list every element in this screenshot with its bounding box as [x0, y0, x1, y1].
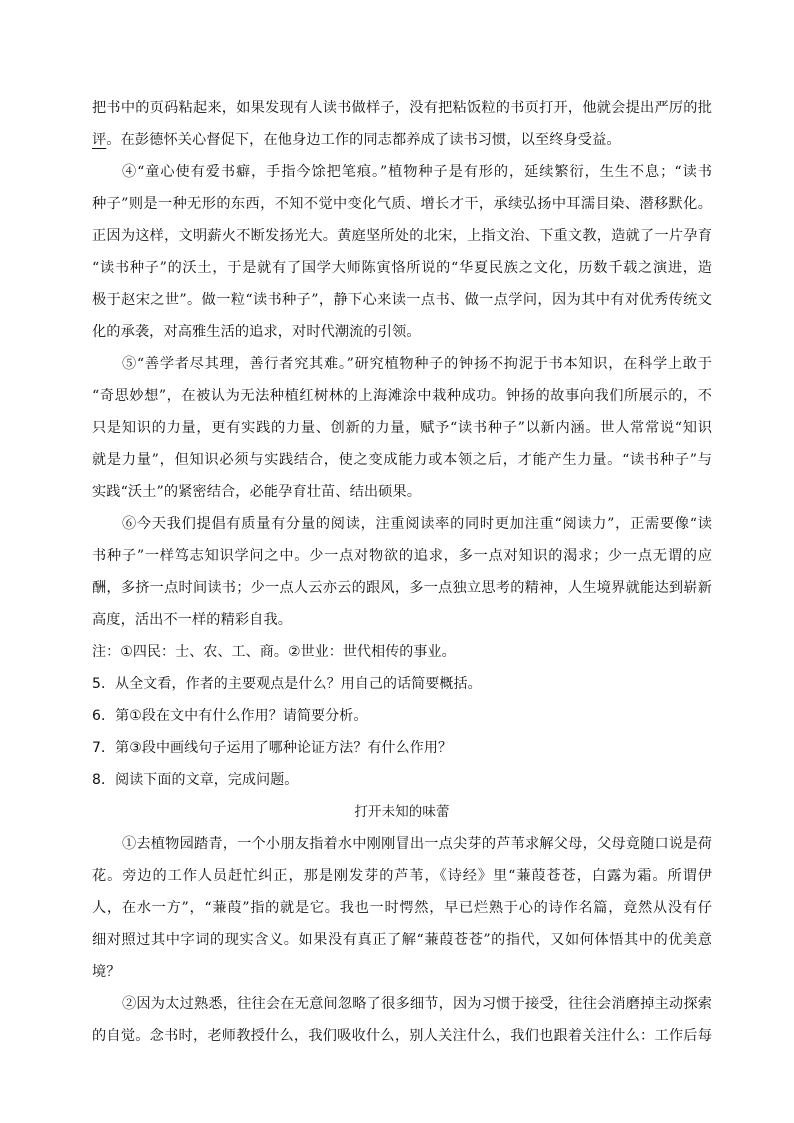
text-line: ⑤“善学者尽其理，善行者究其难。”研究植物种子的钟扬不拘泥于书本知识，在科学上敢于	[122, 356, 712, 372]
text-line: 就是力量”，但知识必须与实践结合，使之变成能力或本领之后，才能产生力量。“读书种子”与	[92, 452, 712, 468]
text-line: 高度，活出不一样的精彩自我。	[92, 612, 293, 628]
text-segment: 。在彭德怀关心督促下，在他身边工作的同志都养成了读书习惯，以至终身受益。	[106, 132, 621, 148]
text-line: “奇思妙想”，在被认为无法种植红树林的上海滩涂中栽种成功。钟扬的故事向我们所展示的，不	[92, 388, 712, 404]
text-line: ④“童心使有爱书癖，手指今馀把笔痕。”植物种子是有形的，延续繁衍，生生不息；“读书	[122, 164, 712, 180]
text-line: “读书种子”的沃土，于是就有了国学大师陈寅恪所说的“华夏民族之文化，历数千载之演进，造	[92, 260, 712, 276]
footnote: 注：①四民：士、农、工、商。②世业：世代相传的事业。	[92, 644, 456, 660]
underlined-text: 评	[92, 132, 107, 148]
text-line: 化的承袭，对高雅生活的追求，对时代潮流的引领。	[92, 324, 421, 340]
text-line: 花。旁边的工作人员赶忙纠正，那是刚发芽的芦苇，《诗经》里“蒹葭苍苍，白露为霜。所谓伊	[92, 868, 712, 884]
text-line: 实践“沃土”的紧密结合，必能孕育壮苗、结出硕果。	[92, 484, 422, 500]
text-line: 种子”则是一种无形的东西，不知不觉中变化气质、增长才干，承续弘扬中耳濡目染、潜移默化。	[92, 196, 712, 212]
question-8: 8．阅读下面的文章，完成问题。	[92, 772, 299, 788]
text-line: 书种子”一样笃志知识学问之中。少一点对物欲的追求，多一点对知识的渴求；少一点无谓的应	[92, 548, 712, 564]
text-line: 极于赵宋之世”。做一粒“读书种子”，静下心来读一点书、做一点学问，因为其中有对优秀传统文	[92, 292, 712, 308]
text-line: 正因为这样，文明薪火不断发扬光大。黄庭坚所处的北宋，上指文治、下重文教，造就了一片孕育	[92, 228, 712, 244]
text-line: 细对照过其中字词的现实含义。如果没有真正了解“蒹葭苍苍”的指代，又如何体悟其中的优美意	[92, 932, 712, 948]
question-7: 7．第③段中画线句子运用了哪种论证方法？有什么作用？	[92, 740, 453, 756]
text-line	[92, 124, 712, 156]
text-line: 人，在水一方”，“蒹葭”指的就是它。我也一时愕然，早已烂熟于心的诗作名篇，竟然从没有仔	[92, 900, 712, 916]
text-line: 的自觉。念书时，老师教授什么，我们吸收什么，别人关注什么，我们也跟着关注什么：工作后每	[92, 1028, 712, 1044]
document-page	[92, 92, 712, 1052]
text-line: 把书中的页码粘起来，如果发现有人读书做样子，没有把粘饭粒的书页打开，他就会提出严厉的批	[92, 100, 712, 116]
text-line: ⑥今天我们提倡有质量有分量的阅读，注重阅读率的同时更加注重“阅读力”，正需要像“读	[122, 516, 712, 532]
question-6: 6．第①段在文中有什么作用？请简要分析。	[92, 708, 368, 724]
text-line: 只是知识的力量，更有实践的力量、创新的力量，赋予“读书种子”以新内涵。世人常常说“知识	[92, 420, 712, 436]
text-line: ②因为太过熟悉，往往会在无意间忽略了很多细节，因为习惯于接受，往往会消磨掉主动探索	[122, 996, 712, 1012]
text-line: 境？	[92, 964, 121, 980]
article-title: 打开未知的味蕾	[354, 804, 450, 820]
text-line: 酬，多挤一点时间读书；少一点人云亦云的跟风，多一点独立思考的精神，人生境界就能达到崭新	[92, 580, 712, 596]
text-line: ①去植物园踏青，一个小朋友指着水中刚刚冒出一点尖芽的芦苇求解父母，父母竟随口说是荷	[122, 836, 712, 852]
question-5: 5．从全文看，作者的主要观点是什么？用自己的话简要概括。	[92, 676, 482, 692]
